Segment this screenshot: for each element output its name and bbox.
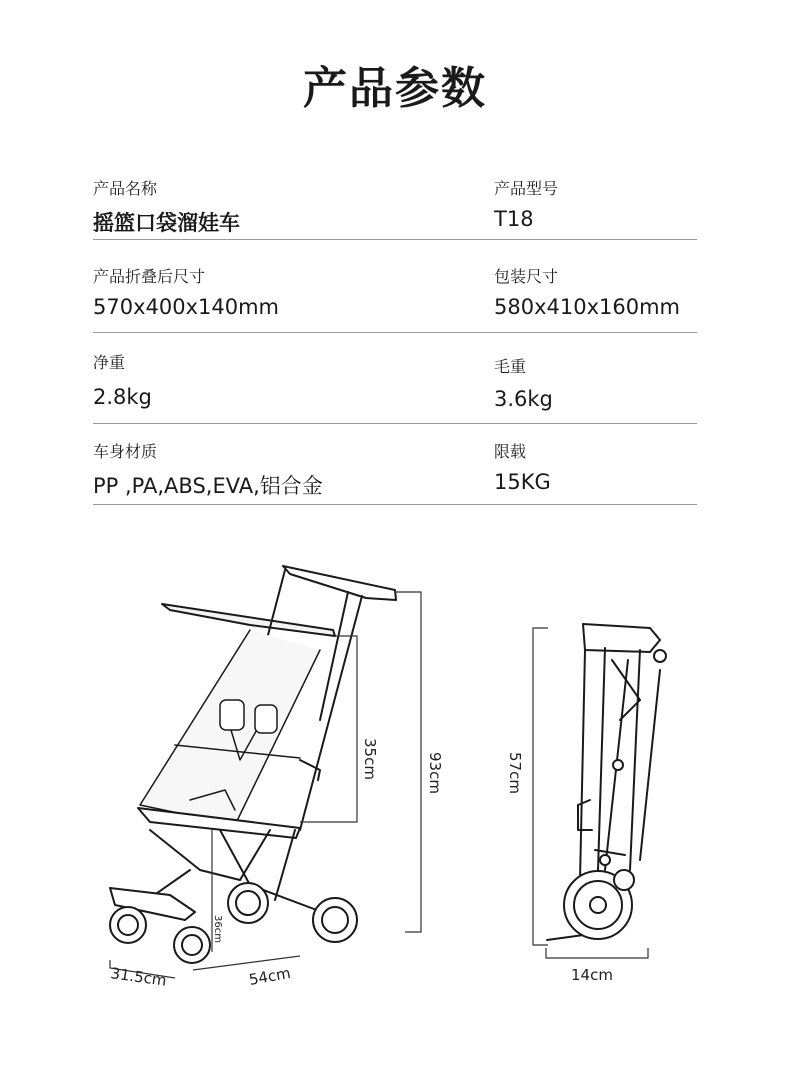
wheel-front-right [174,927,210,963]
spec-value: T18 [494,207,534,231]
folded-handle [583,624,660,652]
spec-label: 产品折叠后尺寸 [93,267,206,286]
spec-package-size [494,264,680,319]
spec-label: 车身材质 [93,442,158,461]
stroller-diagram [0,540,790,1084]
dim-seat-height: 36cm [212,915,223,943]
spec-material [93,439,323,500]
divider [93,332,697,333]
spec-label: 包装尺寸 [494,267,559,286]
wheel-rear-left [228,883,268,923]
spec-net-weight [93,350,152,409]
spec-product-name [93,176,240,237]
spec-value: 摇篮口袋溜娃车 [93,211,240,235]
wheel-rear-right [313,898,357,942]
dim-folded-height: 57cm [506,752,524,794]
dim-total-height: 93cm [426,752,444,794]
spec-label: 毛重 [494,357,527,376]
spec-value: 2.8kg [93,385,152,409]
spec-value: PP ,PA,ABS,EVA,铝合金 [93,474,323,498]
spec-model [494,176,558,231]
divider [93,423,697,424]
handlebar [283,566,396,600]
spec-gross-weight [494,354,553,411]
spec-value: 3.6kg [494,387,553,411]
spec-value: 570x400x140mm [93,295,280,319]
divider [93,239,697,240]
spec-label: 产品型号 [494,179,559,198]
spec-label: 净重 [93,353,126,372]
divider [93,504,697,505]
spec-label: 产品名称 [93,179,158,198]
spec-folded-size [93,264,279,319]
wheel-front-left [110,907,146,943]
page-title: 产品参数 [303,63,487,114]
spec-value: 580x410x160mm [494,295,681,319]
spec-label: 限载 [494,442,527,461]
dim-front-width: 31.5cm [109,964,168,990]
dim-length: 54cm [247,963,293,989]
dim-seat-depth: 35cm [361,738,379,780]
spec-value: 15KG [494,470,551,494]
spec-max-load [494,439,551,494]
dim-folded-width: 14cm [571,966,613,984]
